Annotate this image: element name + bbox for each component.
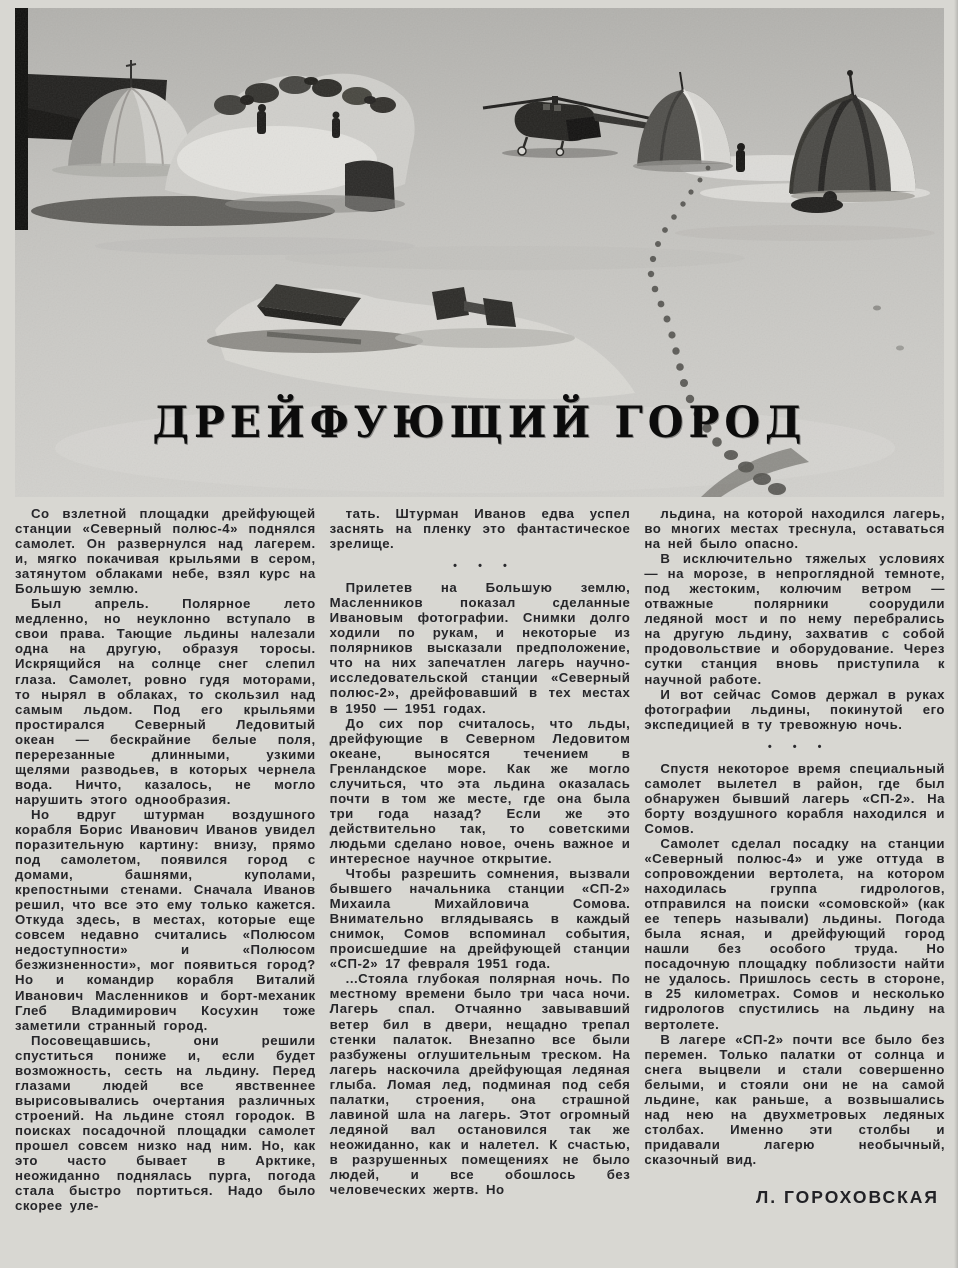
paragraph: Был апрель. Полярное лето медленно, но неуклонно вступало в свои права. Тающие льдины налезали одна на другую, образуя торосы. Искрящийся на солнце снег слепил глаза. Самолет, ровно гудя моторами, то нырял в облаках, то скользил над самым льдом. Под его крыльями простирался Северный Ледовитый океан — бескрайние белые поля, перерезанные длинными, узкими щелями разводьев, в которых чернела вода. Ничто, казалось, не могло нарушить этого однообразия. <box>15 596 316 807</box>
paragraph: Но вдруг штурман воздушного корабля Борис Иванович Иванов увидел поразительную картину: внизу, прямо под самолетом, появился город с домами, башнями, куполами, крепостными стенами. Сначала Иванов решил, что все это ему только кажется. Откуда здесь, в местах, которые еще совсем недавно считались «Полюсом недоступности» и «Полюсом безжизненности», мог появиться город? Но и командир корабля Виталий Иванович Масленников и борт-механик Глеб Владимирович Косухин тоже заметили странный город. <box>15 806 316 1033</box>
paragraph: ...Стояла глубокая полярная ночь. По местному времени было три часа ночи. Лагерь спал. Отчаянно завывавший ветер бил в двери, нещадно трепал стенки палаток. Внезапно все были разбужены оглушительным треском. На лагерь наскочила дрейфующая ледяная глыба. Ломая лед, подминая под себя палатки, строения, она страшной лавиной шла на лагерь. Этот огромный ледяной вал остановился так же неожиданно, как и налетел. К счастью, в разрушенных помещениях не было людей, и все обошлось без человеческих жертв. Но <box>329 971 631 1198</box>
paragraph: Чтобы разрешить сомнения, вызвали бывшего начальника станции «СП-2» Михаила Михайловича Сомова. Внимательно вглядываясь в каждый снимок, Сомов вспоминал события, происшедшие на дрейфующей станции «СП-2» 17 февраля 1951 года. <box>329 866 631 972</box>
article-title: ДРЕЙФУЮЩИЙ ГОРОД <box>152 396 807 448</box>
paragraph: тать. Штурман Иванов едва успел заснять на пленку это фантастическое зрелище. <box>329 506 631 552</box>
paragraph: Прилетев на Большую землю, Масленников показал сделанные Ивановым фотографии. Снимки долго ходили по рукам, и некоторые из полярников высказали предположение, что на них запечатлен лагерь научно-исследовательской станции «Северный полюс-2», дрейфовавший в тех местах в 1950 — 1951 годах. <box>329 580 631 716</box>
column-1 <box>15 506 316 1262</box>
paragraph: И вот сейчас Сомов держал в руках фотографии льдины, покинутой его экспедицией в ту тревожную ночь. <box>644 686 945 732</box>
paragraph: льдина, на которой находился лагерь, во многих местах треснула, оставаться на ней было опасно. <box>644 506 945 552</box>
article-body <box>15 506 945 1262</box>
column-3 <box>644 506 945 1262</box>
paragraph: Самолет сделал посадку на станции «Северный полюс-4» и уже оттуда в сопровождении вертолета, на котором находилась группа гидрологов, отправился на поиски «сомовской» (как ее теперь называли) льдины. Погода была ясная, и дрейфующий город нашли без особого труда. Но посадочную площадку поблизости найти не удалось. Пришлось сесть в стороне, в 25 километрах. Сомов и несколько гидрологов спустились на льдину на вертолете. <box>644 835 945 1032</box>
author-byline: Л. ГОРОХОВСКАЯ <box>755 1186 939 1207</box>
paragraph: В исключительно тяжелых условиях — на морозе, в непроглядной темноте, под жестоким, колючим ветром — отважные полярники соорудили ледяной мост и по нему перебрались на другую льдину, захватив с собой продовольствие и оборудование. Через сутки станция вновь приступила к научной работе. <box>644 551 945 687</box>
paragraph: В лагере «СП-2» почти все было без перемен. Только палатки от солнца и снега выцвели и стали совершенно белыми, и стояли они не на самой льдине, как раньше, а возвышались над нею на двухметровых ледяных столбах. Именно эти столбы и придавали лагерю необычный, сказочный вид. <box>644 1031 945 1167</box>
polar-camp-photo <box>15 8 944 497</box>
paragraph: Спустя некоторое время специальный самолет вылетел в район, где был обнаружен бывший лагерь «СП-2». На борту воздушного корабля находился и Сомов. <box>644 760 945 836</box>
section-separator: • • • <box>453 560 516 573</box>
section-separator: • • • <box>767 740 831 753</box>
column-2 <box>330 506 631 1262</box>
paragraph: Со взлетной площадки дрейфующей станции «Северный полюс-4» поднялся самолет. Он развернулся над лагерем. и, мягко покачивая крыльями в сером, затянутом облаками небе, взял курс на Большую землю. <box>15 506 316 597</box>
paragraph: До сих пор считалось, что льды, дрейфующие в Северном Ледовитом океане, выносятся течением в Гренландское море. Как же могло случиться, что эта льдина оказалась почти в том же месте, где она была три года назад? Если же это действительно так, то советскими людьми сделано новое, очень важное и интересное научное открытие. <box>329 715 631 866</box>
paragraph: Посовещавшись, они решили спуститься пониже и, если будет возможность, сесть на льдину. Перед глазами людей все явственнее вырисовывались очертания различных строений. На льдине стоял городок. В поисках посадочной площадки самолет прошел совсем низко над ним. Но, как это часто бывает в Арктике, неожиданно поднялась пурга, погода стала быстро портиться. Надо было скорее уле- <box>15 1032 316 1214</box>
